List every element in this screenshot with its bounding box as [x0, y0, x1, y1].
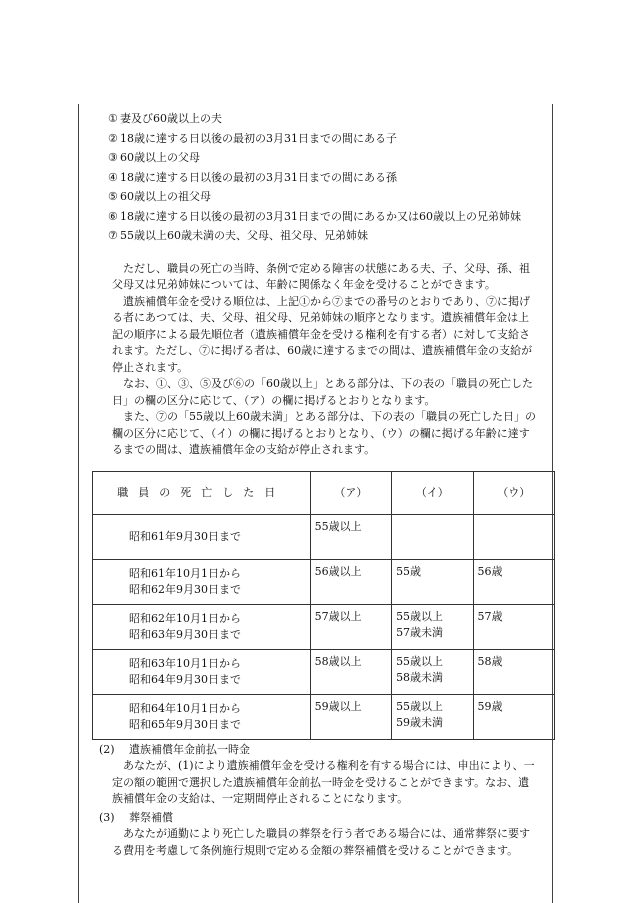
cell-u: 59歳 — [473, 694, 554, 739]
list-item — [96, 228, 540, 245]
paragraph-disability-exception: ただし、職員の死亡の当時、条例で定める障害の状態にある夫、子、父母、孫、祖父母又は兄弟姉妹については、年齢に関係なく年金を受けることができます。 — [112, 261, 530, 291]
item-text: 55歳以上60歳未満の夫、父母、祖父母、兄弟姉妹 — [120, 229, 368, 242]
cell-a: 58歳以上 — [310, 649, 391, 694]
item-number: ③ — [108, 151, 118, 164]
date-line: 昭和63年9月30日まで — [129, 627, 241, 641]
section-title: 葬祭補償 — [129, 810, 173, 824]
date-line: 昭和63年10月1日から — [129, 656, 241, 670]
section-number: (3) — [99, 810, 115, 824]
item-number: ⑥ — [108, 209, 118, 223]
table-row — [93, 604, 555, 649]
cell-date — [93, 694, 311, 739]
date-line: 昭和64年9月30日まで — [129, 672, 241, 686]
cell-date — [93, 604, 311, 649]
cell-a: 59歳以上 — [310, 694, 391, 739]
cell-i — [392, 694, 473, 739]
list-item — [96, 170, 540, 187]
date-line: 昭和62年10月1日から — [129, 611, 241, 625]
date-line: 昭和65年9月30日まで — [129, 717, 241, 731]
item-text: 18歳に達する日以後の最初の3月31日までの間にある孫 — [120, 170, 397, 184]
age-table — [92, 471, 555, 740]
item-text: 18歳に達する日以後の最初の3月31日までの間にある子 — [120, 131, 397, 145]
eligible-survivors-list — [96, 111, 540, 245]
left-border-line — [78, 104, 79, 903]
item-number: ② — [108, 131, 118, 145]
cell-a: 55歳以上 — [310, 514, 391, 559]
list-item — [96, 189, 540, 206]
cell-date — [93, 514, 311, 559]
paragraph-note-60: なお、①、③、⑤及び⑥の「60歳以上」とある部分は、下の表の「職員の死亡した日」の欄の区分に応じて、（ア）の欄に掲げるとおりとなります。 — [112, 377, 533, 407]
cell-a: 57歳以上 — [310, 604, 391, 649]
table-row — [93, 694, 555, 739]
section-body-lump-sum: あなたが、(1)により遺族補償年金を受ける権利を有する場合には、申出により、一定の額の範囲で選択した遺族補償年金前払一時金を受けることができます。なお、遺族補償年金の支給は、一定期間停止されることになります。 — [112, 759, 535, 805]
date-line: 昭和64年10月1日から — [129, 701, 241, 715]
cell-i — [392, 514, 473, 559]
item-number: ① — [108, 112, 118, 125]
paragraph-priority-order: 遺族補償年金を受ける順位は、上記①から⑦までの番号のとおりであり、⑦に掲げる者にあつては、夫、父母、祖父母、兄弟姉妹の順序となります。遺族補償年金は上記の順序による最先順位者（遺族補償年金を受ける権利を有する者）に対して支給されます。ただし、⑦に掲げる者は、60歳に達するまでの間は、遺族補償年金の支給が停止されます。 — [112, 294, 533, 374]
table-row — [93, 649, 555, 694]
item-number: ⑦ — [108, 229, 118, 242]
cell-i-line: 55歳 — [396, 564, 422, 578]
list-item — [96, 131, 540, 148]
item-text: 60歳以上の祖父母 — [120, 190, 211, 203]
item-text: 妻及び60歳以上の夫 — [120, 112, 222, 125]
header-date-of-death: 職員の死亡した日 — [93, 471, 311, 514]
section-title: 遺族補償年金前払一時金 — [129, 742, 250, 756]
item-text: 60歳以上の父母 — [120, 151, 200, 164]
cell-i — [392, 559, 473, 604]
date-line: 昭和61年10月1日から — [129, 566, 241, 580]
cell-i-line: 55歳以上 — [396, 609, 444, 623]
cell-u: 58歳 — [473, 649, 554, 694]
cell-i-line: 58歳未満 — [396, 670, 444, 684]
cell-date — [93, 559, 311, 604]
date-line: 昭和61年9月30日まで — [129, 529, 241, 543]
table-header-row — [93, 471, 555, 514]
table-row — [93, 514, 555, 559]
item-text: 18歳に達する日以後の最初の3月31日までの間にあるか又は60歳以上の兄弟姉妹 — [120, 209, 521, 223]
date-line: 昭和62年9月30日まで — [129, 582, 241, 596]
list-item — [96, 209, 540, 226]
header-a: （ア） — [310, 471, 391, 514]
table-row — [93, 559, 555, 604]
cell-i-line: 55歳以上 — [396, 654, 444, 668]
list-item — [96, 150, 540, 167]
cell-u: 57歳 — [473, 604, 554, 649]
cell-a: 56歳以上 — [310, 559, 391, 604]
cell-i-line: 57歳未満 — [396, 625, 444, 639]
cell-i-line: 55歳以上 — [396, 699, 444, 713]
section-heading-lump-sum — [96, 742, 540, 759]
header-u: （ウ） — [473, 471, 554, 514]
cell-u: 56歳 — [473, 559, 554, 604]
cell-u — [473, 514, 554, 559]
section-number: (2) — [99, 742, 115, 756]
item-number: ⑤ — [108, 190, 118, 203]
paragraph-note-55-60: また、⑦の「55歳以上60歳未満」とある部分は、下の表の「職員の死亡した日」の欄の区分に応じて、（イ）の欄に掲げるとおりとなり、（ウ）の欄に掲げる年齢に達するまでの間は、遺族補償年金の支給が停止されます。 — [112, 410, 536, 456]
section-body-funeral: あなたが通勤により死亡した職員の葬祭を行う者である場合には、通常葬祭に要する費用を考慮して条例施行規則で定める金額の葬祭補償を受けることができます。 — [112, 827, 530, 857]
list-item — [96, 111, 540, 128]
cell-i — [392, 649, 473, 694]
document-body — [96, 111, 540, 859]
cell-i — [392, 604, 473, 649]
section-heading-funeral — [96, 810, 540, 827]
cell-i-line: 59歳未満 — [396, 715, 444, 729]
cell-date — [93, 649, 311, 694]
header-i: （イ） — [392, 471, 473, 514]
item-number: ④ — [108, 170, 118, 184]
